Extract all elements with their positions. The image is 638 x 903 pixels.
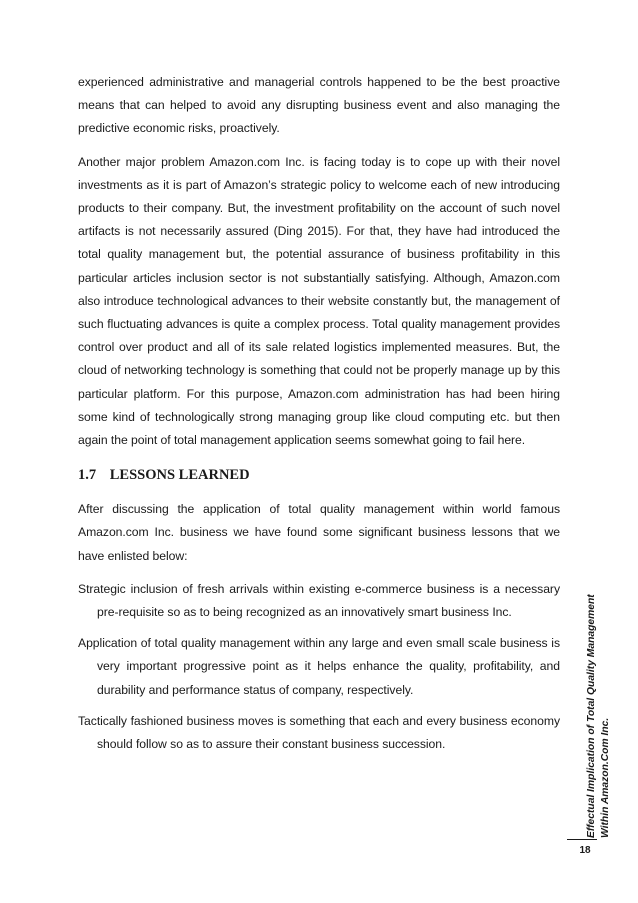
paragraph-intro: After discussing the application of total quality management within world famous Amazon.com Inc. business we have found some significant business lessons that we have enlisted below:	[78, 502, 560, 563]
paragraph-amazon-problem: Another major problem Amazon.com Inc. is facing today is to cope up with their novel investments as it is part of Amazon’s strategic policy to welcome each of new introducing products to their company. But, the investment profitability on the account of such novel artifacts is not necessarily assured (Ding 2015). For that, they have had introduced the total quality management but, the potential assurance of business profitability in this particular articles inclusion sector is not substantially satisfying. Although, Amazon.com also introduce technological advances to their website constantly but, the management of such fluctuating advances is quite a complex process. Total quality management provides control over product and all of its sale related logistics implemented measures. But, the cloud of networking technology is something that could not be properly manage up by this particular platform. For this purpose, Amazon.com administration has had been hiring some kind of technologically strong managing group like cloud computing etc. but then again the point of total management application seems somewhat going to fail here.	[78, 154, 560, 448]
lesson-item: Tactically fashioned business moves is something that each and every business economy should follow so as to assure their constant business succession.	[78, 713, 560, 752]
section-title: LESSONS LEARNED	[109, 467, 250, 484]
side-running-title	[585, 578, 621, 838]
page-number-rule	[567, 839, 597, 840]
page-number: 18	[579, 845, 591, 856]
section-heading	[78, 466, 560, 484]
page-body	[78, 71, 560, 764]
side-title-line-2: Within Amazon.Com Inc.	[599, 717, 611, 838]
section-number: 1.7	[78, 467, 97, 484]
paragraph-continuation: experienced administrative and managerial controls happened to be the best proactive means that can helped to avoid any disrupting business event and also managing the predictive economic risks, proactively.	[78, 75, 560, 136]
lesson-item: Application of total quality management within any large and even small scale business is very important progressive point as it helps enhance the quality, profitability, and durability and performance status of company, respectively.	[78, 636, 560, 697]
side-title-line-1: Effectual Implication of Total Quality Management	[586, 594, 597, 838]
lesson-item: Strategic inclusion of fresh arrivals within existing e-commerce business is a necessary pre-requisite so as to being recognized as an innovatively smart business Inc.	[78, 581, 560, 620]
